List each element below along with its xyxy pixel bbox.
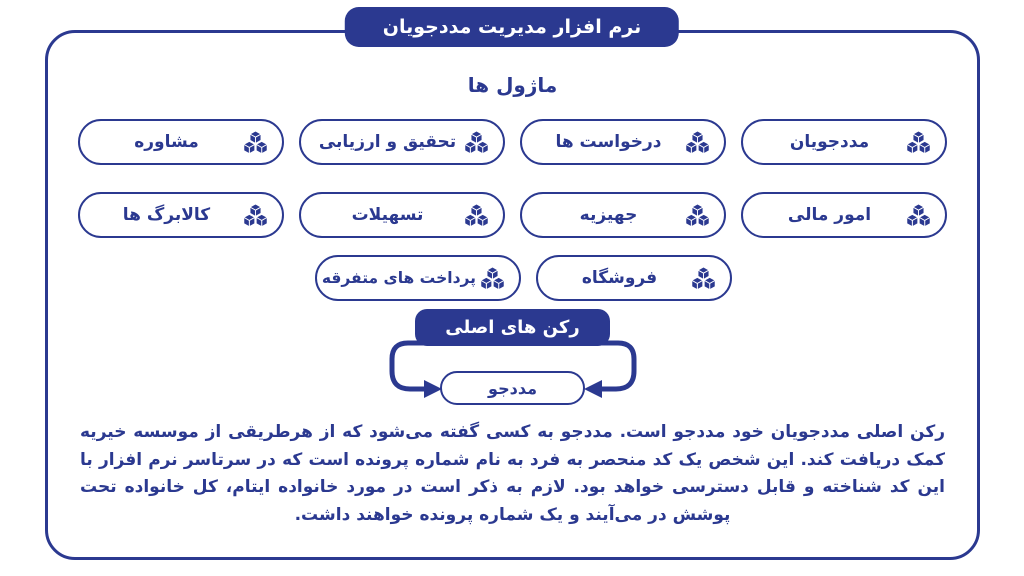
module-label: کالابرگ ها xyxy=(122,205,211,225)
cubes-icon xyxy=(460,128,493,156)
module-label: امور مالی xyxy=(787,205,872,225)
cubes-icon xyxy=(460,201,493,229)
cubes-icon xyxy=(476,264,509,292)
modules-grid xyxy=(48,119,977,301)
module-pill-vouchers xyxy=(78,192,284,238)
module-pill-dowry xyxy=(520,192,726,238)
cubes-icon xyxy=(681,128,714,156)
module-label: تسهیلات xyxy=(351,205,424,225)
module-pill-store xyxy=(536,255,732,301)
module-label: مشاوره xyxy=(134,132,199,152)
module-pill-consultation xyxy=(78,119,284,165)
cubes-icon xyxy=(239,201,272,229)
module-label: پرداخت های متفرقه xyxy=(321,269,476,287)
module-pill-finance xyxy=(741,192,947,238)
modules-row-3 xyxy=(78,255,947,301)
modules-heading: ماژول ها xyxy=(467,73,558,97)
module-label: تحقیق و ارزیابی xyxy=(318,132,457,152)
app-title: نرم افزار مدیریت مددجویان xyxy=(345,7,679,47)
cubes-icon xyxy=(239,128,272,156)
modules-row-2 xyxy=(78,192,947,238)
row-spacer xyxy=(747,255,947,301)
client-pill: مددجو xyxy=(440,371,585,405)
cubes-icon xyxy=(687,264,720,292)
module-label: جهیزیه xyxy=(579,205,638,225)
pillars-section xyxy=(378,309,648,409)
module-label: مددجویان xyxy=(789,132,870,152)
module-pill-facilities xyxy=(299,192,505,238)
module-pill-clients xyxy=(741,119,947,165)
module-pill-requests xyxy=(520,119,726,165)
cubes-icon xyxy=(902,128,935,156)
module-pill-misc-payments xyxy=(315,255,521,301)
pillars-heading: رکن های اصلی xyxy=(415,309,609,346)
module-label: درخواست ها xyxy=(555,132,662,152)
main-frame xyxy=(45,30,980,560)
module-pill-research-evaluation xyxy=(299,119,505,165)
module-label: فروشگاه xyxy=(581,268,658,288)
modules-row-1 xyxy=(78,119,947,165)
cubes-icon xyxy=(902,201,935,229)
cubes-icon xyxy=(681,201,714,229)
description-text: رکن اصلی مددجویان خود مددجو است. مددجو به کسی گفته می‌شود که از هرطریقی از موسسه خیریه کمک دریافت کند. این شخص یک کد منحصر به فرد به نام شماره پرونده است که در سرتاسر نرم افزار با این کد شناخته و قابل دسترسی خواهد بود. لازم به ذکر است در مورد خانواده ایتام، کل خانواده تحت پوشش در می‌آیند و یک شماره پرونده خواهند داشت. xyxy=(80,422,945,525)
